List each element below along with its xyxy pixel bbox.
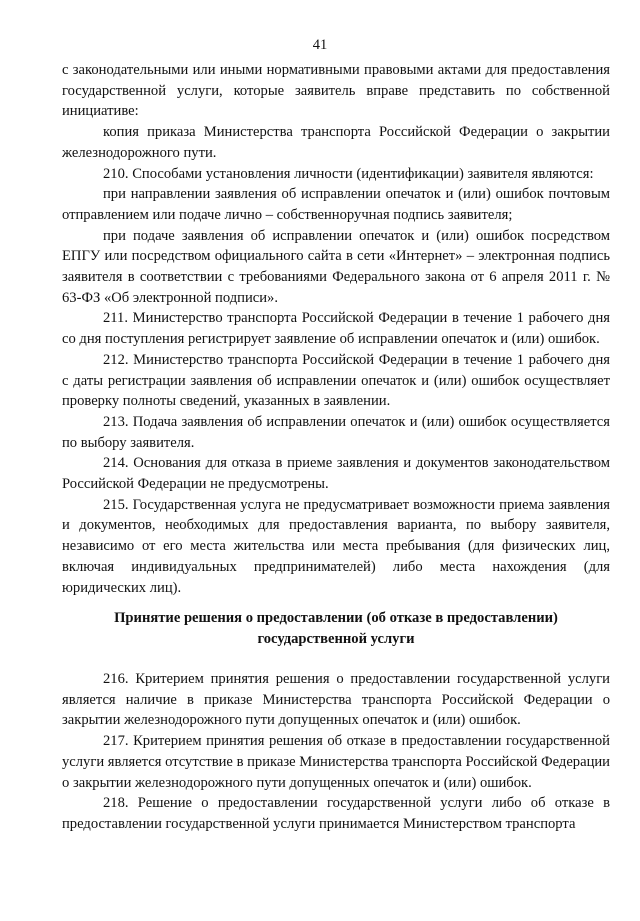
paragraph: 212. Министерство транспорта Российской Федерации в течение 1 рабочего дня с даты регистрации заявления об исправлении опечаток и (или) ошибок осуществляет проверку полноты сведений, указанных в заявлении.	[62, 351, 610, 410]
paragraph: при направлении заявления об исправлении опечаток и (или) ошибок почтовым отправлением или подаче лично – собственноручная подпись заявителя;	[62, 186, 610, 223]
paragraph: копия приказа Министерства транспорта Российской Федерации о закрытии железнодорожного пути.	[62, 124, 610, 161]
paragraph: 216. Критерием принятия решения о предоставлении государственной услуги является наличие в приказе Министерства транспорта Российской Федерации о закрытии железнодорожного пути допущенных опечаток и (или) ошибок.	[62, 671, 610, 729]
paragraph: 210. Способами установления личности (идентификации) заявителя являются:	[103, 165, 594, 182]
heading-line: государственной услуги	[257, 630, 415, 647]
section-heading	[62, 608, 610, 649]
paragraph: 215. Государственная услуга не предусматривает возможности приема заявления и документов, необходимых для предоставления варианта, по выбору заявителя, независимо от его места жительства или места пребывания (для физических лиц, включая индивидуальных предпринимателей) либо места нахождения (для юридических лиц).	[62, 496, 610, 596]
paragraph: 211. Министерство транспорта Российской Федерации в течение 1 рабочего дня со дня поступления регистрирует заявление об исправлении опечаток и (или) ошибок.	[62, 310, 610, 348]
paragraph: 213. Подача заявления об исправлении опечаток и (или) ошибок осуществляется по выбору заявителя.	[62, 413, 610, 451]
paragraph: с законодательными или иными нормативными правовыми актами для предоставления государственной услуги, которые заявитель вправе представить по собственной инициативе:	[62, 62, 610, 120]
body-text-section-2	[62, 669, 610, 835]
body-text-section-1	[62, 60, 610, 598]
paragraph: 217. Критерием принятия решения об отказе в предоставлении государственной услуги является отсутствие в приказе Министерства транспорта Российской Федерации о закрытии железнодорожного пути допущенных опечаток и (или) ошибок.	[62, 733, 610, 791]
paragraph: 218. Решение о предоставлении государственной услуги либо об отказе в предоставлении государственной услуги принимается Министерством транспорта	[62, 795, 610, 832]
heading-line: Принятие решения о предоставлении (об отказе в предоставлении)	[114, 610, 558, 626]
paragraph: 214. Основания для отказа в приеме заявления и документов законодательством Российской Федерации не предусмотрены.	[62, 455, 610, 493]
paragraph: при подаче заявления об исправлении опечаток и (или) ошибок посредством ЕПГУ или посредством официального сайта в сети «Интернет» – электронная подпись заявителя в соответствии с требованиями Федерального закона от 6 апреля 2011 г. № 63-ФЗ «Об электронной подписи».	[62, 227, 610, 306]
page-number: 41	[312, 37, 328, 53]
